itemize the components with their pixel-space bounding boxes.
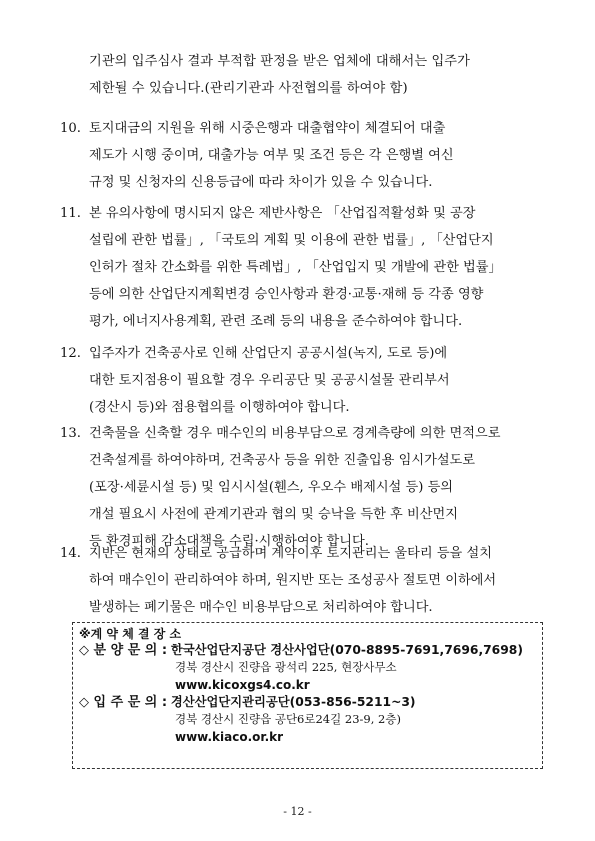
list-item-11 xyxy=(60,200,550,335)
box-header: ※계 약 체 결 장 소 xyxy=(79,627,182,641)
text-line: 평가, 에너지사용계획, 관련 조례 등의 내용을 준수하여야 합니다. xyxy=(89,314,463,329)
intro-paragraph xyxy=(89,48,549,102)
sales-inquiry-label: ◇ 분 양 문 의 : xyxy=(79,643,168,658)
text-line: 본 유의사항에 명시되지 않은 제반사항은 「산업집적활성화 및 공장 xyxy=(89,206,476,221)
list-item-14 xyxy=(60,540,550,621)
text-line: 기관의 입주심사 결과 부적합 판정을 받은 업체에 대해서는 입주가 xyxy=(89,54,470,69)
item-number: 11. xyxy=(60,206,81,221)
text-line: 토지대금의 지원을 위해 시중은행과 대출협약이 체결되어 대출 xyxy=(89,121,446,136)
text-line: 제한될 수 있습니다.(관리기관과 사전협의를 하여야 함) xyxy=(89,81,408,96)
text-line: 설립에 관한 법률」, 「국토의 계획 및 이용에 관한 법률」, 「산업단지 xyxy=(89,233,494,248)
text-line: 대한 토지점용이 필요할 경우 우리공단 및 공공시설물 관리부서 xyxy=(89,373,450,388)
item-number: 10. xyxy=(60,121,81,136)
text-line: 인허가 절차 간소화를 위한 특례법」, 「산업입지 및 개발에 관한 법률」 xyxy=(89,260,502,275)
text-line: 건축설계를 하여야하며, 건축공사 등을 위한 진출입용 임시가설도로 xyxy=(89,453,476,468)
item-number: 14. xyxy=(60,546,81,561)
tenancy-website-link[interactable]: www.kiaco.or.kr xyxy=(175,730,284,744)
tenancy-inquiry-row xyxy=(79,694,542,711)
text-line: 지반은 현재의 상태로 공급하며 계약이후 토지관리는 울타리 등을 설치 xyxy=(89,546,492,561)
text-line: 건축물을 신축할 경우 매수인의 비용부담으로 경계측량에 의한 면적으로 xyxy=(89,426,501,441)
text-line: 규정 및 신청자의 신용등급에 따라 차이가 있을 수 있습니다. xyxy=(89,175,433,190)
contract-location-box xyxy=(72,622,543,769)
text-line: (경산시 등)와 점용협의를 이행하여야 합니다. xyxy=(89,400,350,415)
text-line: 등에 의한 산업단지계획변경 승인사항과 환경·교통·재해 등 각종 영향 xyxy=(89,287,484,302)
text-line: 하여 매수인이 관리하여야 하며, 원지반 또는 조성공사 절토면 이하에서 xyxy=(89,573,497,588)
tenancy-inquiry-label: ◇ 입 주 문 의 : xyxy=(79,695,168,710)
sales-inquiry-row xyxy=(79,642,542,659)
text-line: 발생하는 폐기물은 매수인 비용부담으로 처리하여야 합니다. xyxy=(89,600,433,615)
item-number: 13. xyxy=(60,426,81,441)
list-item-13 xyxy=(60,420,550,555)
text-line: 등 환경피해 감소대책을 수립·시행하여야 합니다. xyxy=(89,534,369,549)
sales-website-link[interactable]: www.kicoxgs4.co.kr xyxy=(175,678,310,692)
sales-inquiry-value: 한국산업단지공단 경산사업단(070-8895-7691,7696,7698) xyxy=(170,643,523,657)
item-number: 12. xyxy=(60,346,81,361)
list-item-10 xyxy=(60,115,550,196)
text-line: (포장·세륜시설 등) 및 임시시설(휀스, 우오수 배제시설 등) 등의 xyxy=(89,480,454,495)
list-item-12 xyxy=(60,340,550,421)
text-line: 개설 필요시 사전에 관계기관과 협의 및 승낙을 득한 후 비산먼지 xyxy=(89,507,458,522)
tenancy-address: 경북 경산시 진량읍 공단6로24길 23-9, 2층) xyxy=(175,712,401,726)
page-number: - 12 - xyxy=(283,805,312,818)
text-line: 입주자가 건축공사로 인해 산업단지 공공시설(녹지, 도로 등)에 xyxy=(89,346,448,361)
text-line: 제도가 시행 중이며, 대출가능 여부 및 조건 등은 각 은행별 여신 xyxy=(89,148,454,163)
sales-address: 경북 경산시 진량읍 광석리 225, 현장사무소 xyxy=(175,660,397,674)
tenancy-inquiry-value: 경산산업단지관리공단(053-856-5211~3) xyxy=(170,695,416,709)
